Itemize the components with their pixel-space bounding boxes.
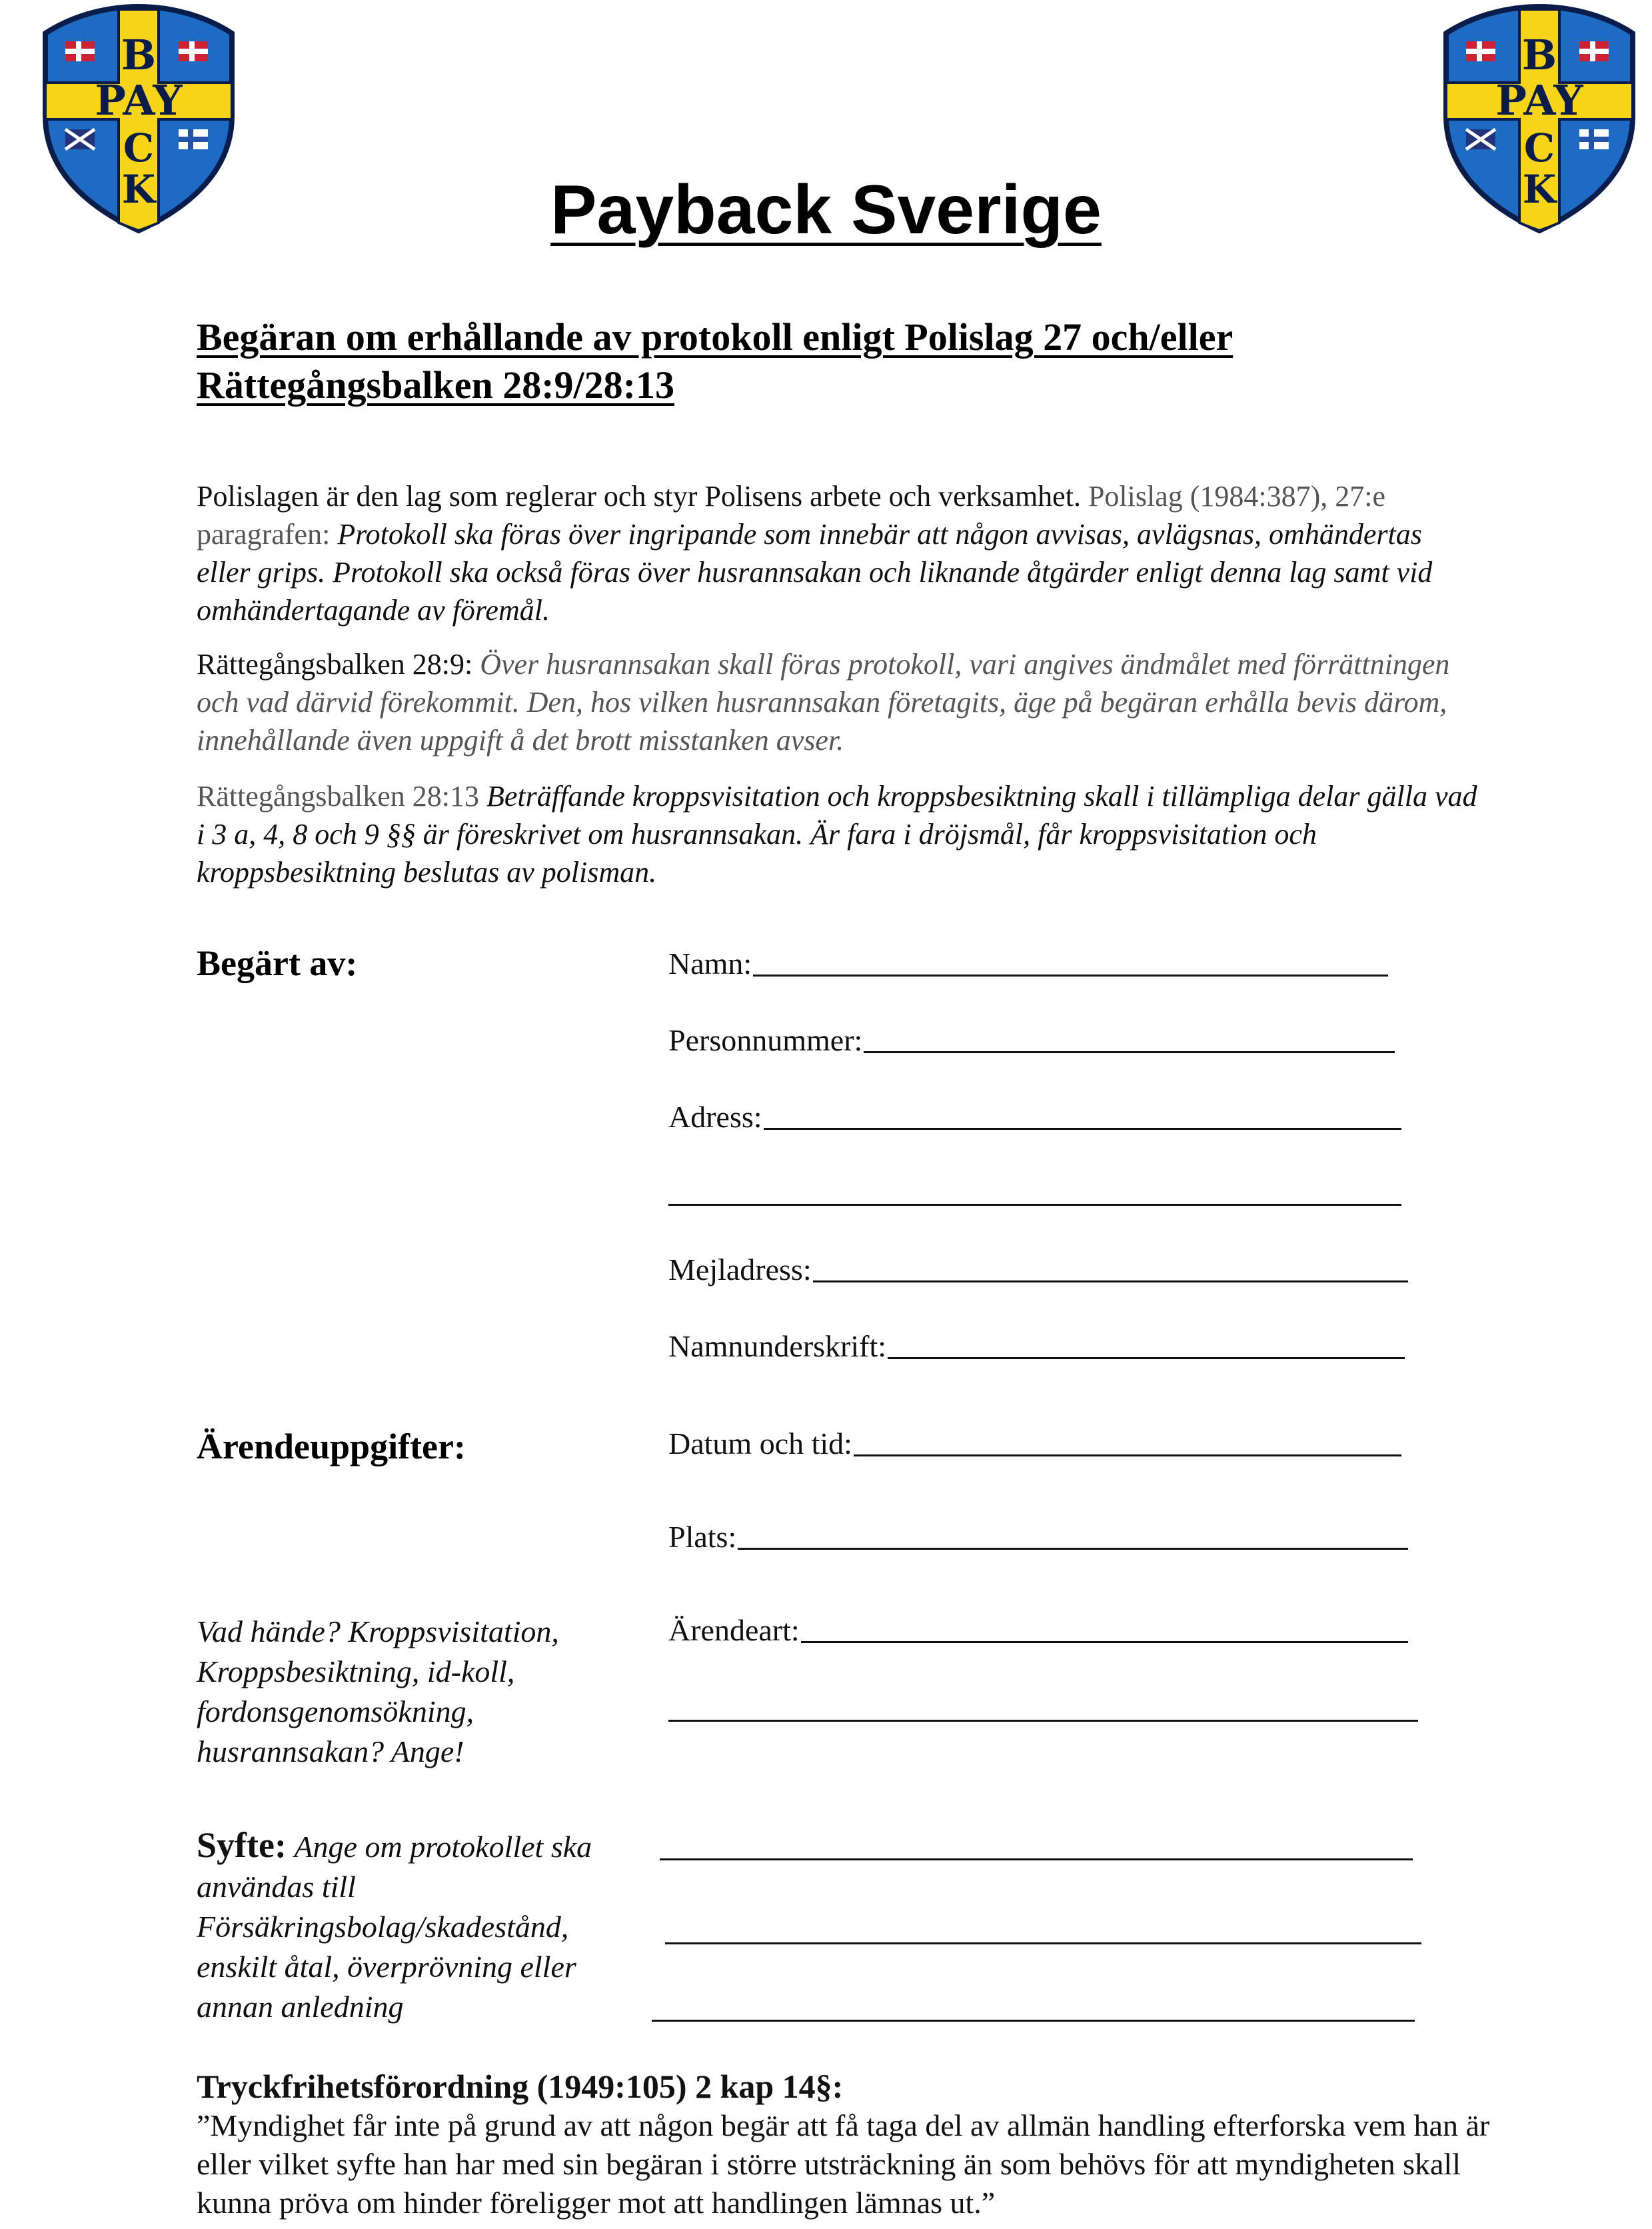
- purpose-note: Ange om protokollet ska användas till Försäkringsbolag/skadestånd, enskilt åtal, överprövning eller annan anledning: [197, 1830, 592, 2024]
- signature-field[interactable]: [668, 1328, 1405, 1365]
- requested-by-label: Begärt av:: [197, 943, 358, 983]
- name-label: Namn:: [668, 947, 752, 981]
- name-field[interactable]: [668, 945, 1388, 983]
- case-type-line-2[interactable]: [668, 1720, 1418, 1722]
- email-line[interactable]: [813, 1280, 1408, 1282]
- name-line[interactable]: [753, 975, 1388, 977]
- document-heading: [197, 313, 1496, 409]
- email-label: Mejladress:: [668, 1252, 812, 1286]
- p1-gray: Polislag (1984:387), 27:e paragrafen:: [197, 480, 1386, 551]
- personal-number-field[interactable]: [668, 1022, 1395, 1059]
- rb-28-13-paragraph: [197, 777, 1483, 891]
- p2-italic: Över husrannsakan skall föras protokoll, vari angives ändmålet med förrättningen och vad därvid förekommit. Den, hos vilken husrannsakan företagits, äge på begäran erhålla bevis därom, innehållande även uppgift å det brott misstanken avser.: [197, 648, 1450, 757]
- p1-italic: Protokoll ska föras över ingripande som innebär att någon avvisas, avlägsnas, omhändertas eller grips. Protokoll ska också föras över husrannsakan och liknande åtgärder enligt denna lag samt vid omhändertagande av föremål.: [197, 518, 1433, 627]
- rb-28-9-paragraph: [197, 645, 1483, 759]
- logo-letter-b: B: [121, 31, 157, 79]
- purpose-label: Syfte:: [197, 1825, 287, 1865]
- personal-number-line[interactable]: [864, 1051, 1395, 1053]
- place-line[interactable]: [738, 1548, 1408, 1550]
- logo-letter-k: K: [1522, 167, 1557, 212]
- what-happened-note: Vad hände? Kroppsvisitation, Kroppsbesiktning, id-koll, fordonsgenomsökning, husrannsakan? Ange!: [197, 1614, 559, 1768]
- case-details-label: Ärendeuppgifter:: [197, 1426, 466, 1466]
- address-field[interactable]: [668, 1099, 1401, 1136]
- datetime-field[interactable]: [668, 1425, 1401, 1462]
- p3-plain: Rättegångsbalken 28:13: [197, 780, 487, 813]
- intro-paragraph: [197, 477, 1483, 629]
- address-line-2[interactable]: [668, 1204, 1401, 1206]
- logo-letter-c: C: [1523, 125, 1555, 171]
- logo-letters-pay: PAY: [1495, 76, 1583, 125]
- datetime-line[interactable]: [854, 1454, 1401, 1456]
- p3-italic: Beträffande kroppsvisitation och kroppsbesiktning skall i tillämpliga delar gälla vad i 3 a, 4, 8 och 9 §§ är föreskrivet om husrannsakan. Är fara i dröjsmål, får kroppsvisitation och kroppsbesiktning beslutas av polisman.: [197, 780, 1477, 889]
- tf-quote: ”Myndighet får inte på grund av att någon begär att få taga del av allmän handling efterforska vem han är eller vilket syfte han har med sin begäran i större utsträckning än som behövs för att myndigheten skall kunna pröva om hinder föreligger mot att handlingen lämnas ut.”: [197, 2108, 1490, 2220]
- heading-line-2: Rättegångsbalken 28:9/28:13: [197, 363, 674, 407]
- signature-label: Namnunderskrift:: [668, 1329, 887, 1363]
- logo-letter-c: C: [123, 125, 155, 171]
- personal-number-label: Personnummer:: [668, 1023, 863, 1057]
- p1-plain: Polislagen är den lag som reglerar och styr Polisens arbete och verksamhet.: [197, 480, 1088, 513]
- logo-letters-pay: PAY: [95, 76, 183, 125]
- page-title: [0, 170, 1652, 250]
- p2-plain: Rättegångsbalken 28:9:: [197, 648, 480, 681]
- purpose-line-1[interactable]: [660, 1858, 1413, 1860]
- email-field[interactable]: [668, 1251, 1408, 1288]
- purpose-line-2[interactable]: [665, 1942, 1421, 1944]
- tf-title: Tryckfrihetsförordning (1949:105) 2 kap 14§:: [197, 2068, 844, 2105]
- address-line[interactable]: [764, 1128, 1401, 1130]
- heading-line-1: Begäran om erhållande av protokoll enligt Polislag 27 och/eller: [197, 315, 1234, 359]
- logo-letter-b: B: [1521, 31, 1557, 79]
- signature-line[interactable]: [888, 1357, 1405, 1359]
- case-type-field[interactable]: [668, 1612, 1408, 1649]
- purpose-line-3[interactable]: [652, 2020, 1415, 2022]
- case-type-line[interactable]: [801, 1641, 1408, 1643]
- case-type-label: Ärendeart:: [668, 1613, 800, 1647]
- address-label: Adress:: [668, 1100, 762, 1134]
- place-label: Plats:: [668, 1520, 737, 1554]
- page-title-text: Payback Sverige: [550, 171, 1102, 249]
- place-field[interactable]: [668, 1518, 1408, 1556]
- purpose-block: [197, 1825, 630, 2027]
- logo-letter-k: K: [121, 167, 156, 212]
- datetime-label: Datum och tid:: [668, 1426, 852, 1460]
